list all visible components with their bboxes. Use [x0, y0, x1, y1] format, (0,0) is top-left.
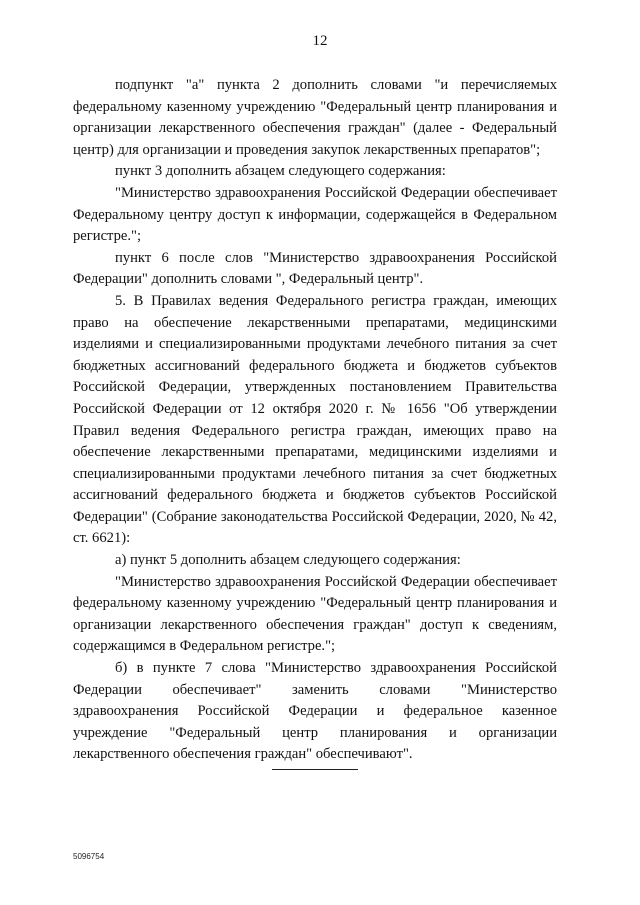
paragraph-section-5: 5. В Правилах ведения Федерального регистра граждан, имеющих право на обеспечение лекарственными препаратами, медицинскими изделиями и специализированными продуктами лечебного питания за счет бюджетных ассигнований федерального бюджета и бюджетов субъектов Российской Федерации, утвержденных постановлением Правительства Российской Федерации от 12 октября 2020 г. № 1656 "Об утверждении Правил ведения Федерального регистра граждан, имеющих право на обеспечение лекарственными препаратами, медицинскими изделиями и специализированными продуктами лечебного питания за счет бюджетных ассигнований федерального бюджета и бюджетов субъектов Российской Федерации" (Собрание законодательства Российской Федерации, 2020, № 42, ст. 6621): — [73, 292, 557, 547]
document-body — [73, 75, 557, 766]
paragraph-point-6: пункт 6 после слов "Министерство здравоохранения Российской Федерации" дополнить словами ", Федеральный центр". — [73, 249, 557, 288]
paragraph-item-a-intro: а) пункт 5 дополнить абзацем следующего содержания: — [115, 552, 461, 569]
paragraph-point-3-intro: пункт 3 дополнить абзацем следующего содержания: — [115, 163, 446, 180]
paragraph-item-b: б) в пункте 7 слова "Министерство здравоохранения Российской Федерации обеспечивает" заменить словами "Министерство здравоохранения Российской Федерации и федеральное казенное учреждение "Федеральный центр планирования и организации лекарственного обеспечения граждан" обеспечивают". — [73, 660, 557, 763]
footer-divider — [272, 769, 358, 770]
paragraph-point-3-quote: "Министерство здравоохранения Российской Федерации обеспечивает Федеральному центру доступ к информации, содержащейся в Федеральном регистре."; — [73, 184, 557, 245]
page-number: 12 — [312, 33, 328, 49]
document-code: 5096754 — [73, 852, 105, 861]
paragraph-item-a-quote: "Министерство здравоохранения Российской Федерации обеспечивает федеральному казенному учреждению "Федеральный центр планирования и организации лекарственного обеспечения граждан" доступ к сведениям, содержащимся в Федеральном регистре."; — [73, 573, 557, 655]
paragraph-subpoint-a-point-2: подпункт "а" пункта 2 дополнить словами "и перечисляемых федеральному казенному учреждению "Федеральный центр планирования и организации лекарственного обеспечения граждан" (далее - Федеральный центр) для организации и проведения закупок лекарственных препаратов"; — [73, 77, 557, 158]
